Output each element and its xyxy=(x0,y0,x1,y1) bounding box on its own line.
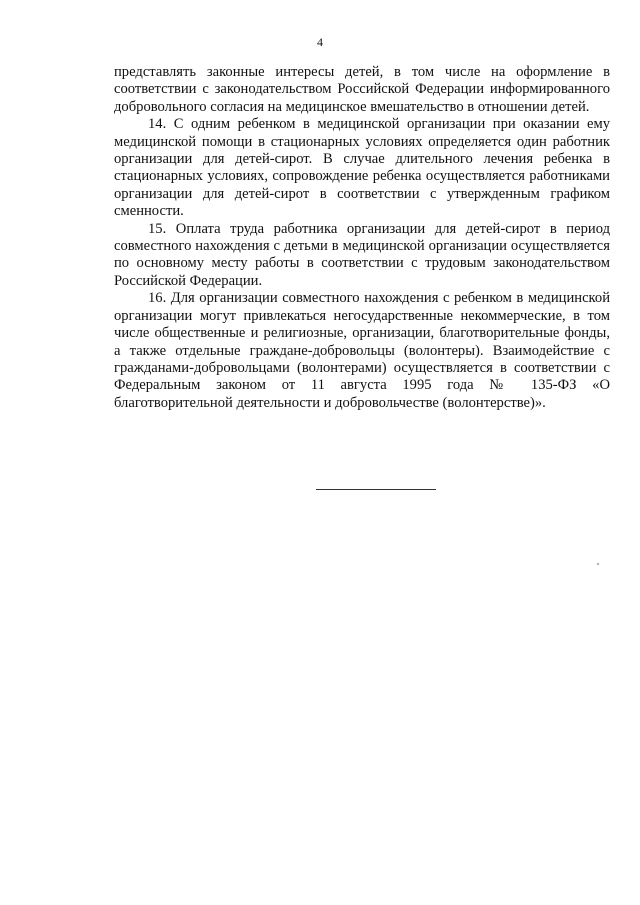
paragraph-14: 14. С одним ребенком в медицинской организации при оказании ему медицинской помощи в стационарных условиях определяется один работник организации для детей-сирот. В случае длительного лечения ребенка в стационарных условиях, сопровождение ребенка осуществляется работниками организации для детей-сирот в соответствии с утвержденным графиком сменности. xyxy=(114,116,610,220)
scan-speck xyxy=(597,563,599,565)
document-body xyxy=(114,64,610,412)
paragraph-15: 15. Оплата труда работника организации для детей-сирот в период совместного нахождения с детьми в медицинской организации осуществляется по основному месту работы в соответствии с трудовым законодательством Российской Федерации. xyxy=(114,220,610,289)
closing-divider xyxy=(316,489,436,490)
page-number: 4 xyxy=(317,35,323,49)
paragraph-16: 16. Для организации совместного нахождения с ребенком в медицинской организации могут привлекаться негосударственные некоммерческие, в том числе общественные и религиозные, организации, благотворительные фонды, а также отдельные граждане-добровольцы (волонтеры). Взаимодействие с гражданами-добровольцами (волонтерами) осуществляется в соответствии с Федеральным законом от 11 августа 1995 года № 135-ФЗ «О благотворительной деятельности и добровольчестве (волонтерстве)». xyxy=(114,290,610,411)
paragraph-continuation: представлять законные интересы детей, в том числе на оформление в соответствии с законодательством Российской Федерации информированного добровольного согласия на медицинское вмешательство в отношении детей. xyxy=(114,64,610,115)
